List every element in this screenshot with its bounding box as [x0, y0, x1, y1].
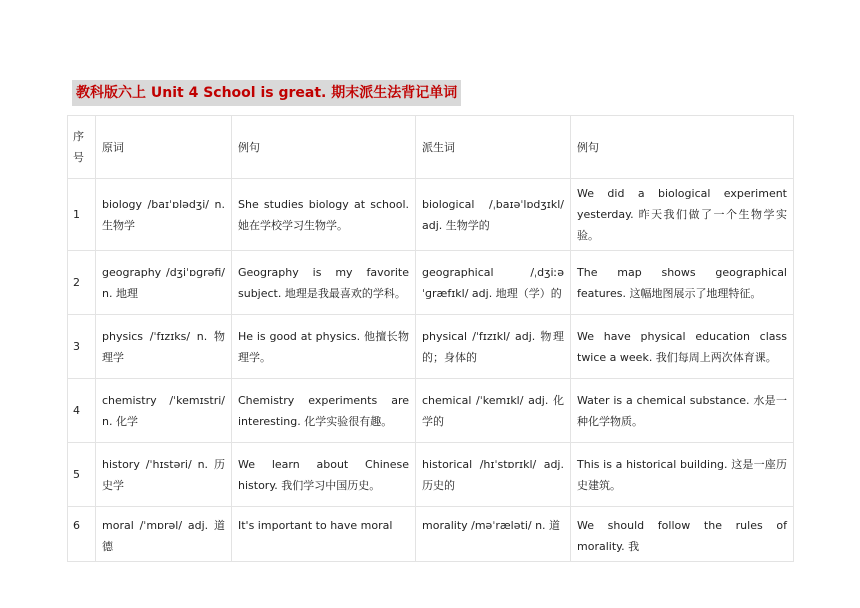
row-word: geography /dʒiˈɒɡrəfi/ n. 地理: [96, 251, 232, 315]
row-word: moral /ˈmɒrəl/ adj. 道德: [96, 507, 232, 562]
row-number: 4: [68, 379, 96, 443]
row-derived-example: We should follow the rules of morality. 我: [571, 507, 794, 562]
row-derived-word: historical /hɪˈstɒrɪkl/ adj. 历史的: [416, 443, 571, 507]
row-example: We learn about Chinese history. 我们学习中国历史。: [232, 443, 416, 507]
header-derived-example: 例句: [571, 116, 794, 179]
row-number: 6: [68, 507, 96, 562]
table-row: [68, 443, 794, 507]
table-row: [68, 179, 794, 251]
row-derived-word: geographical /ˌdʒiːəˈɡræfɪkl/ adj. 地理（学）的: [416, 251, 571, 315]
page-title: 教科版六上 Unit 4 School is great. 期末派生法背记单词: [72, 80, 461, 106]
row-number: 5: [68, 443, 96, 507]
row-derived-example: This is a historical building. 这是一座历史建筑。: [571, 443, 794, 507]
row-example: He is good at physics. 他擅长物理学。: [232, 315, 416, 379]
row-number: 2: [68, 251, 96, 315]
header-original-word: 原词: [96, 116, 232, 179]
row-example: Geography is my favorite subject. 地理是我最喜欢的学科。: [232, 251, 416, 315]
row-derived-example: The map shows geographical features. 这幅地图展示了地理特征。: [571, 251, 794, 315]
table-row: [68, 315, 794, 379]
row-example: It's important to have moral: [232, 507, 416, 562]
table-row: [68, 379, 794, 443]
row-example: Chemistry experiments are interesting. 化学实验很有趣。: [232, 379, 416, 443]
row-word: chemistry /ˈkemɪstri/ n. 化学: [96, 379, 232, 443]
row-derived-word: morality /məˈræləti/ n. 道: [416, 507, 571, 562]
row-derived-word: physical /ˈfɪzɪkl/ adj. 物理的；身体的: [416, 315, 571, 379]
row-word: history /ˈhɪstəri/ n. 历史学: [96, 443, 232, 507]
row-word: biology /baɪˈɒlədʒi/ n. 生物学: [96, 179, 232, 251]
table-row: [68, 507, 794, 562]
header-number: 序号: [68, 116, 96, 179]
row-derived-example: Water is a chemical substance. 水是一种化学物质。: [571, 379, 794, 443]
row-number: 1: [68, 179, 96, 251]
header-derived-word: 派生词: [416, 116, 571, 179]
row-number: 3: [68, 315, 96, 379]
table-header-row: [68, 116, 794, 179]
row-example: She studies biology at school. 她在学校学习生物学。: [232, 179, 416, 251]
header-example: 例句: [232, 116, 416, 179]
row-derived-word: chemical /ˈkemɪkl/ adj. 化学的: [416, 379, 571, 443]
vocabulary-table: [67, 115, 794, 562]
row-derived-example: We did a biological experiment yesterday. 昨天我们做了一个生物学实验。: [571, 179, 794, 251]
row-word: physics /ˈfɪzɪks/ n. 物理学: [96, 315, 232, 379]
row-derived-example: We have physical education class twice a week. 我们每周上两次体育课。: [571, 315, 794, 379]
row-derived-word: biological /ˌbaɪəˈlɒdʒɪkl/ adj. 生物学的: [416, 179, 571, 251]
table-row: [68, 251, 794, 315]
